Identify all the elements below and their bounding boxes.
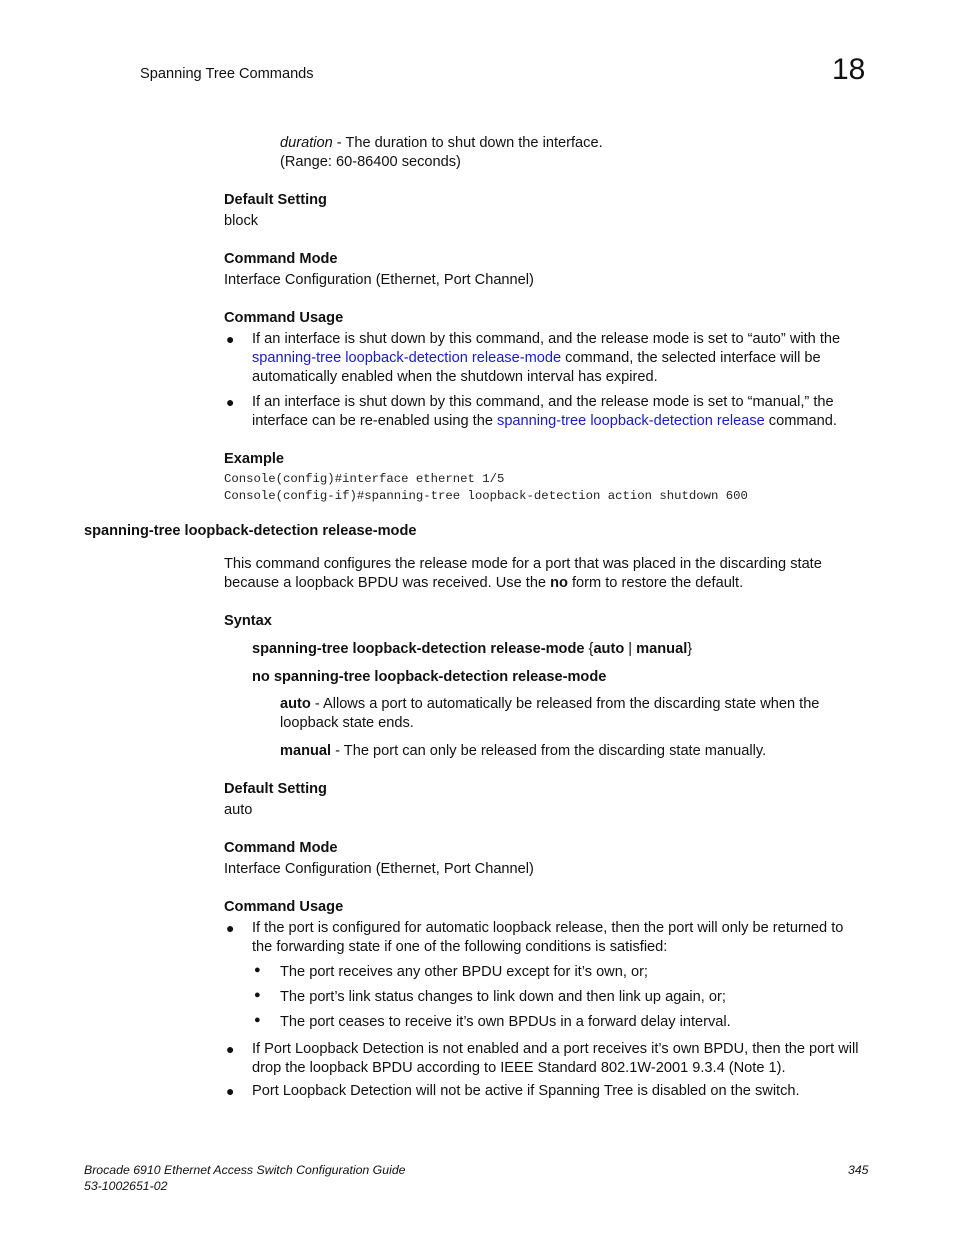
syntax-heading: Syntax [224, 613, 272, 629]
usage-bullet-2-line2-end: command. [764, 413, 837, 429]
usage-item-1-line1: If the port is configured for automatic loopback release, then the port will only be returned to [252, 920, 844, 936]
command-mode-heading: Command Mode [224, 251, 338, 267]
footer-page-number: 345 [848, 1163, 869, 1177]
usage-item-1 [252, 919, 877, 957]
syntax-brace-open: { [584, 641, 594, 657]
default-setting-heading: Default Setting [224, 192, 327, 208]
command-description [224, 555, 864, 593]
duration-range: (Range: 60-86400 seconds) [280, 154, 461, 170]
release-mode-link[interactable]: spanning-tree loopback-detection release-mode [252, 350, 562, 366]
usage-sub-item-1: The port receives any other BPDU except for it’s own, or; [280, 964, 648, 980]
auto-param [280, 695, 870, 733]
usage-bullet-1-line2 [252, 349, 872, 368]
auto-param-line2: loopback state ends. [280, 715, 414, 731]
syntax-brace-close: } [687, 641, 693, 657]
auto-term: auto [280, 696, 311, 712]
usage-bullet-1-line1: If an interface is shut down by this command, and the release mode is set to “auto” with the [252, 331, 841, 347]
usage-item-2-line1: If Port Loopback Detection is not enabled and a port receives it’s own BPDU, then the port will [252, 1041, 859, 1057]
command-usage-heading: Command Usage [224, 310, 344, 326]
usage-bullet-2-line2 [252, 412, 872, 431]
default-setting-heading: Default Setting [224, 781, 327, 797]
bullet-icon: ● [226, 331, 235, 347]
bullet-icon: ● [226, 1041, 235, 1057]
footer-doc-number: 53-1002651-02 [84, 1179, 168, 1193]
usage-bullet-1 [252, 330, 872, 387]
usage-sub-item-3: The port ceases to receive it’s own BPDUs in a forward delay interval. [280, 1014, 731, 1030]
default-setting-value: auto [224, 802, 253, 818]
duration-term: duration [280, 135, 333, 151]
command-mode-value: Interface Configuration (Ethernet, Port Channel) [224, 272, 534, 288]
usage-bullet-1-line3: automatically enabled when the shutdown interval has expired. [252, 369, 658, 385]
usage-bullet-2-line2-start: interface can be re-enabled using the [252, 413, 498, 429]
syntax-command: spanning-tree loopback-detection release-mode [252, 641, 585, 657]
description-line2-end: form to restore the default. [567, 575, 744, 591]
default-setting-value: block [224, 213, 259, 229]
description-line2 [224, 574, 864, 593]
usage-bullet-2 [252, 393, 872, 431]
description-line2-start: because a loopback BPDU was received. Use the [224, 575, 551, 591]
usage-item-2-line2: drop the loopback BPDU according to IEEE Standard 802.1W-2001 9.3.4 (Note 1). [252, 1060, 786, 1076]
usage-bullet-1-line2-text: command, the selected interface will be [561, 350, 821, 366]
syntax-auto: auto [593, 641, 625, 657]
manual-term: manual [280, 743, 332, 759]
sub-bullet-icon: ● [254, 989, 261, 1001]
usage-item-1-line2: the forwarding state if one of the following conditions is satisfied: [252, 939, 668, 955]
command-title: spanning-tree loopback-detection release-mode [84, 523, 417, 539]
running-header: Spanning Tree Commands [140, 66, 314, 82]
syntax-separator: | [624, 641, 637, 657]
usage-sub-item-2: The port’s link status changes to link down and then link up again, or; [280, 989, 726, 1005]
bullet-icon: ● [226, 920, 235, 936]
sub-bullet-icon: ● [254, 1014, 261, 1026]
syntax-line-1 [252, 640, 692, 659]
usage-bullet-2-line1: If an interface is shut down by this command, and the release mode is set to “manual,” the [252, 394, 834, 410]
duration-desc: - The duration to shut down the interface. [332, 135, 603, 151]
usage-item-3: Port Loopback Detection will not be active if Spanning Tree is disabled on the switch. [252, 1083, 800, 1099]
code-line-2: Console(config-if)#spanning-tree loopback-detection action shutdown 600 [224, 489, 748, 503]
manual-param [280, 742, 766, 761]
usage-item-2 [252, 1040, 892, 1078]
auto-param-line1 [280, 695, 870, 714]
footer-guide-title: Brocade 6910 Ethernet Access Switch Configuration Guide [84, 1163, 406, 1177]
example-heading: Example [224, 451, 285, 467]
release-link[interactable]: spanning-tree loopback-detection release [497, 413, 765, 429]
duration-param [280, 134, 603, 153]
sub-bullet-icon: ● [254, 964, 261, 976]
command-mode-heading: Command Mode [224, 840, 338, 856]
code-line-1: Console(config)#interface ethernet 1/5 [224, 472, 505, 486]
manual-desc: - The port can only be released from the discarding state manually. [331, 743, 767, 759]
auto-desc: - Allows a port to automatically be released from the discarding state when the [310, 696, 820, 712]
command-mode-value: Interface Configuration (Ethernet, Port Channel) [224, 861, 534, 877]
syntax-manual: manual [636, 641, 688, 657]
syntax-line-2: no spanning-tree loopback-detection release-mode [252, 669, 607, 685]
no-keyword: no [550, 575, 568, 591]
bullet-icon: ● [226, 394, 235, 410]
description-line1: This command configures the release mode for a port that was placed in the discarding state [224, 556, 822, 572]
command-usage-heading: Command Usage [224, 899, 344, 915]
bullet-icon: ● [226, 1083, 235, 1099]
chapter-number: 18 [832, 53, 866, 86]
